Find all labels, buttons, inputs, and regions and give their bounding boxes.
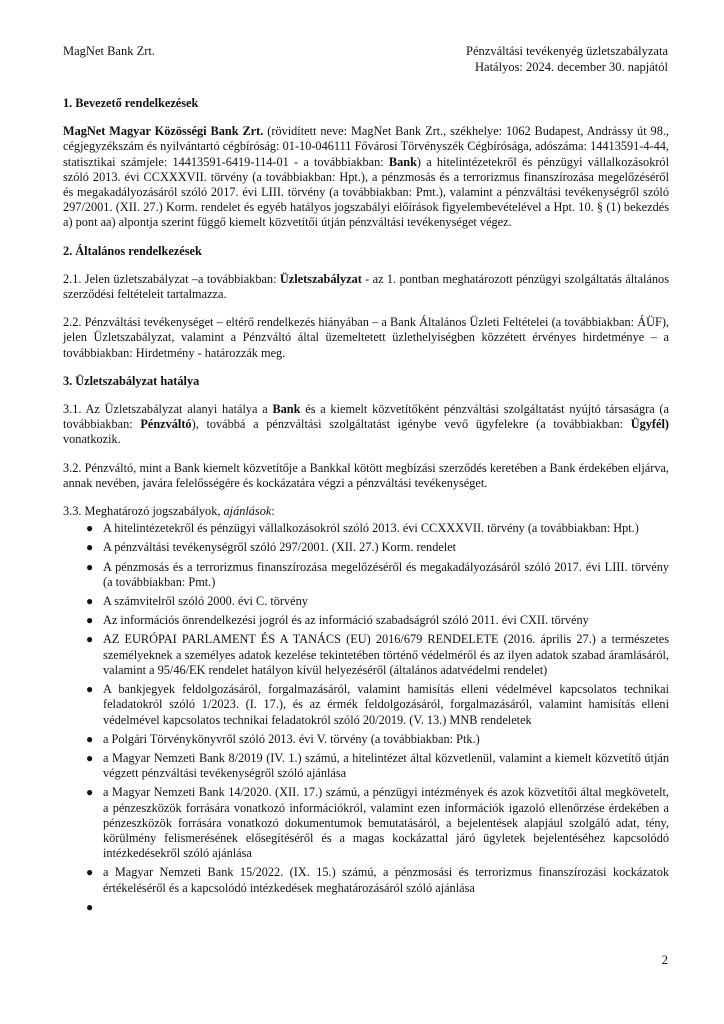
section-1-text-mid: (rövidített neve: MagNet Bank Zrt., székhelye: 1062 Budapest, Andrássy út 98., cégjegyzékszám és nyilvántartó cégbíróság: 01-10-046111 Fővárosi Törvényszék Cégbírósága, adószáma: 14413591-4-44, statisztikai számjele: 14413591-6419-114-01 - a továbbiakban: [63,124,669,169]
bullet-icon: ● [86,559,94,574]
list-item [63,751,669,781]
term-penzvalto: Pénzváltó [140,417,192,432]
list-item [63,632,669,678]
paragraph-3-3-start: 3.3. Meghatározó jogszabályok, [63,504,224,519]
list-item [63,540,669,555]
paragraph-3-1-text-a: 3.1. Az Üzletszabályzat alanyi hatálya a [63,402,273,417]
paragraph-2-1-start: 2.1. Jelen üzletszabályzat –a továbbiakban: [63,271,280,286]
paragraph-2-1 [63,272,669,302]
list-item-text: AZ EURÓPAI PARLAMENT ÉS A TANÁCS (EU) 2016/679 RENDELETE (2016. április 27.) a természetes személyeknek a személyes adatok kezelése tekintetében történő védelméről és az ilyen adatok szabad áramlásáról, valamint a 95/46/EK rendelet hatályon kívül helyezéséről (általános adatvédelmi rendelet) [103,632,669,677]
list-item [63,900,669,915]
list-item-text: A számvitelről szóló 2000. évi C. törvény [103,594,308,609]
header-document-info [466,44,668,75]
header-bank-name: MagNet Bank Zrt. [63,44,155,58]
list-item [63,682,669,728]
paragraph-3-1-text-g: vonatkozik. [63,432,121,447]
list-item [63,785,669,861]
list-item [63,865,669,895]
bank-short-term: Bank [388,154,417,169]
paragraph-3-1 [63,402,669,448]
bullet-icon: ● [86,540,94,555]
paragraph-3-1-text-e: ), továbbá a pénzváltási szolgáltatást igénybe vevő ügyfelekre (a továbbiakban: [191,417,631,432]
bullet-icon: ● [86,682,94,697]
bullet-icon: ● [86,731,94,746]
list-item-text: Az információs önrendelkezési jogról és az információ szabadságról szóló 2011. évi CXII. törvény [103,613,589,628]
term-uzletszabalyzat: Üzletszabályzat [279,271,362,286]
list-item-text: A pénzváltási tevékenységről szóló 297/2001. (XII. 27.) Korm. rendelet [103,540,457,555]
bullet-icon: ● [86,750,94,765]
list-item-text: A hitelintézetekről és pénzügyi vállalkozásokról szóló 2013. évi CCXXXVII. törvény (a továbbiakban: Hpt.) [103,521,639,536]
list-item-text: a Magyar Nemzeti Bank 14/2020. (XII. 17.) számú, a pénzügyi intézmények és azok közvetítői által megkövetelt, a pénzeszközök forrására vonatkozó információkról, valamint ezen információk igazoló ellenőrzése érdekében a pénzeszközök forrására vonatkozó dokumentumok bemutatásáról, a bejelentések alapjául szolgáló adat, tény, körülmény felismerésének elősegítéséről és a magas kockázattal járó ügyletek bejelentéséhez kapcsolódó intézkedésekről szóló ajánlása [103,785,669,861]
list-item-text: A bankjegyek feldolgozásáról, forgalmazásáról, valamint hamisítás elleni védelmével kapcsolatos technikai feladatokról szóló 1/2023. (I. 17.), és az érmék feldolgozásáról, forgalmazásáról, valamint hamisítás elleni védelmével kapcsolatos technikai feladatokról szóló 20/2019. (V. 13.) MNB rendeletek [103,682,669,727]
section-3-title: 3. Üzletszabályzat hatálya [63,373,200,388]
header-effective-date: Hatályos: 2024. december 30. napjától [475,59,668,74]
paragraph-2-1-end: - az 1. pontban meghatározott pénzügyi szolgáltatás általános szerződési feltételeit tartalmazza. [63,271,669,302]
bank-full-name: MagNet Magyar Közösségi Bank Zrt. [63,124,264,139]
paragraph-3-3 [63,504,669,519]
page-number: 2 [661,953,668,967]
section-1-paragraph [63,124,669,230]
section-2-title: 2. Általános rendelkezések [63,243,202,258]
document-body [63,96,669,919]
paragraph-3-3-end: : [271,504,275,519]
paragraph-2-2: 2.2. Pénzváltási tevékenységet – eltérő rendelkezés hiányában – a Bank Általános Üzleti Feltételei (a továbbiakban: ÁÜF), jelen Üzletszabályzat, valamint a Pénzváltó által üzemeltetett üzlethelyiségben közzétett érvényes hirdetménye – a továbbiakban: Hirdetmény - határozzák meg. [63,315,669,360]
section-1-title: 1. Bevezető rendelkezések [63,96,199,110]
paragraph-3-1-text-c: és a kiemelt közvetítőként pénzváltási szolgáltatást nyújtó társaságra (a továbbiakban: [63,402,669,432]
paragraph-3-3-italic: ajánlások [223,504,272,519]
list-item [63,560,669,590]
list-item-text: a Polgári Törvénykönyvről szóló 2013. évi V. törvény (a továbbiakban: Ptk.) [103,731,480,746]
term-bank: Bank [272,402,301,417]
bullet-icon: ● [86,594,94,609]
paragraph-3-2: 3.2. Pénzváltó, mint a Bank kiemelt közvetítője a Bankkal kötött megbízási szerződés keretében a Bank érdekében eljárva, annak nevében, javára felelősségére és kockázatára végzi a pénzváltási tevékenységet. [63,460,669,490]
legislation-list [63,521,669,914]
list-item [63,521,669,536]
bullet-icon: ● [86,613,94,628]
bullet-icon: ● [86,785,94,800]
list-item-text: A pénzmosás és a terrorizmus finanszírozása megelőzéséről és megakadályozásáról szóló 2017. évi LIII. törvény (a továbbiakban: Pmt.) [103,559,669,589]
section-1-text-end: ) a hitelintézetekről és pénzügyi vállalkozásokról szóló 2013. évi CCXXXVII. törvény (a továbbiakban: Hpt.), a pénzmosás és a terrorizmus finanszírozása megelőzéséről és megakadályozásáról szóló 2017. évi LIII. törvény (a továbbiakban: Pmt.), valamint a pénzváltási tevékenységről szóló 297/2001. (XII. 27.) Korm. rendelet és egyéb hatályos jogszabályi előírások figyelembevételével a Hpt. 10. § (1) bekezdés a) pont aa) alpontja szerint függő kiemelt közvetítői útján pénzváltási tevékenységet végez. [63,154,669,230]
list-item-text: a Magyar Nemzeti Bank 8/2019 (IV. 1.) számú, a hitelintézet által közvetlenül, valamint a kiemelt közvetítő útján végzett pénzváltási tevékenységről szóló ajánlása [103,750,669,781]
term-ugyfel: Ügyfél) [630,417,669,432]
list-item [63,594,669,609]
bullet-icon: ● [86,632,94,647]
bullet-icon: ● [86,865,94,880]
bullet-icon: ● [86,899,94,914]
list-item-text: a Magyar Nemzeti Bank 15/2022. (IX. 15.) számú, a pénzmosási és terrorizmus finanszírozási kockázatok értékeléséről és a kapcsolódó intézkedések meghatározásáról szóló ajánlása [103,865,669,895]
header-document-title: Pénzváltási tevékenyég üzletszabályzata [466,44,668,58]
list-item [63,732,669,747]
bullet-icon: ● [86,521,94,536]
list-item [63,613,669,628]
